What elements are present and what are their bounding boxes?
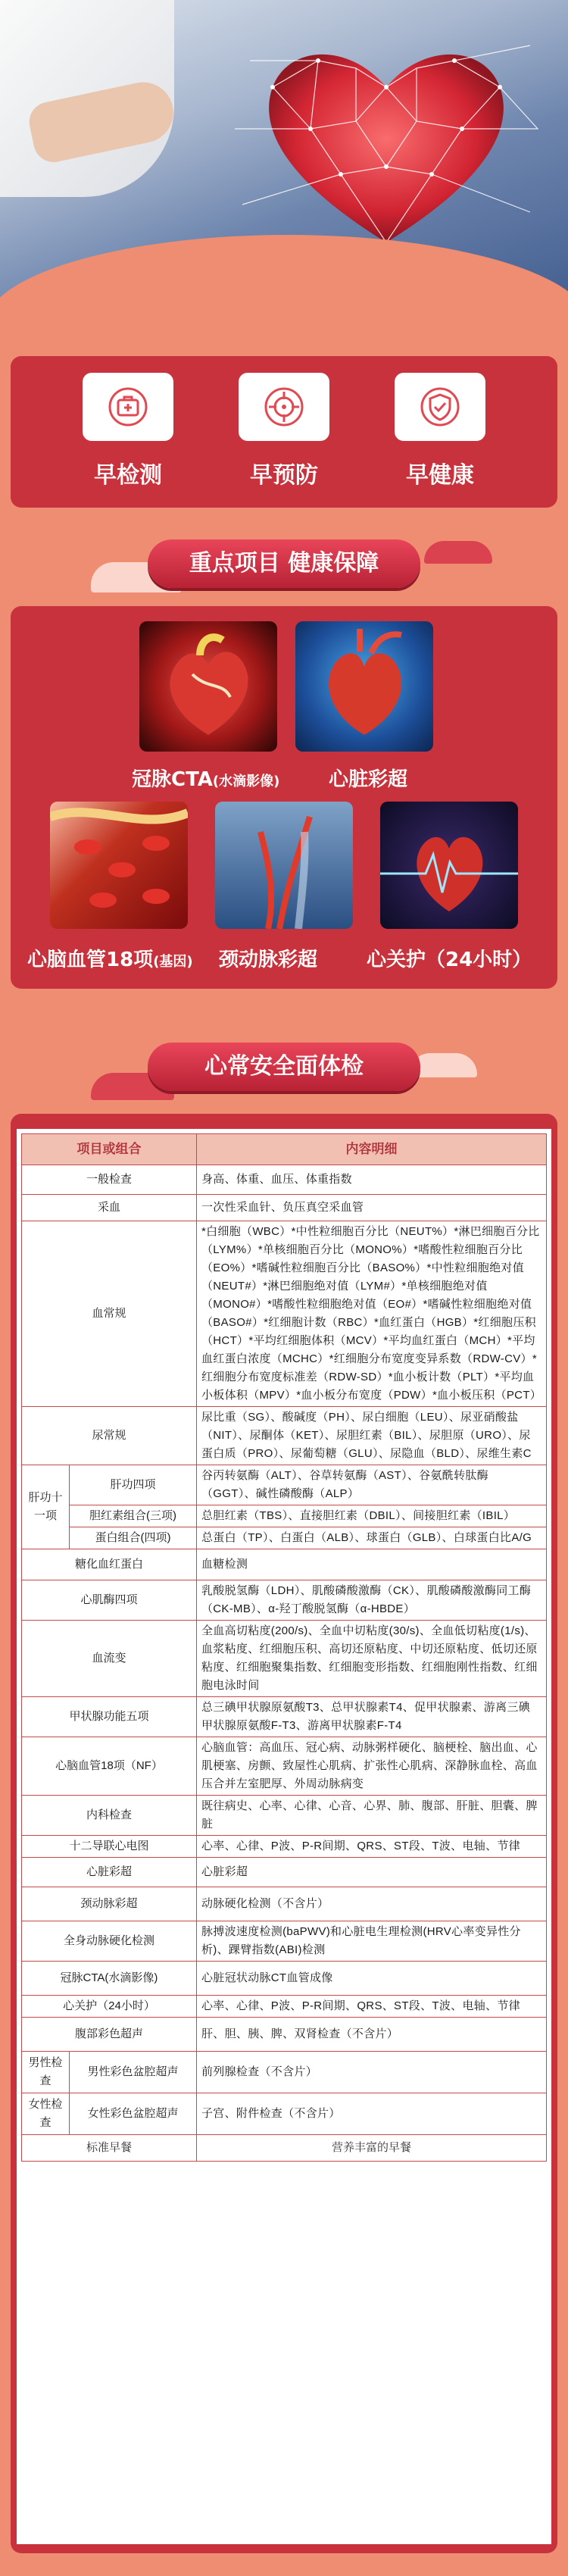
table-row [22, 1549, 547, 1580]
item-name: 心脑血管18项（NF） [22, 1737, 197, 1796]
feature-early-detect [83, 373, 173, 489]
checkup-table [21, 1133, 547, 2162]
table-row [22, 1221, 547, 1407]
table-row [22, 2135, 547, 2162]
table-row [22, 1796, 547, 1836]
item-detail: 心脑血管：高血压、冠心病、动脉粥样硬化、脑梗栓、脑出血、心肌梗塞、房颤、致屋性心肌病、扩张性心肌病、深静脉血栓、高血压合并左室肥厚、外周动脉病变 [197, 1737, 547, 1796]
project-label-echo: 心脏彩超 [329, 768, 408, 791]
item-name: 胆红素组合(三项) [70, 1505, 197, 1527]
item-detail: 心脏冠状动脉CT血管成像 [197, 1962, 547, 1996]
item-detail: 身高、体重、血压、体重指数 [197, 1165, 547, 1195]
item-detail: 一次性采血针、负压真空采血管 [197, 1195, 547, 1221]
target-icon [239, 373, 329, 441]
hero-banner [0, 0, 568, 326]
item-detail: 总蛋白（TP）、白蛋白（ALB）、球蛋白（GLB）、白球蛋白比A/G [197, 1527, 547, 1549]
project-label-cta [132, 764, 279, 792]
item-detail: 全血高切粘度(200/s)、全血中切粘度(30/s)、全血低切粘度(1/s)、血浆粘度、红细胞压积、高切还原粘度、中切还原粘度、低切还原粘度、红细胞聚集指数、红细胞变形指数、红细胞刚性指数、红细胞电泳时间 [197, 1621, 547, 1697]
table-row [22, 1165, 547, 1195]
item-name: 尿常规 [22, 1407, 197, 1465]
table-row [22, 1737, 547, 1796]
features-panel [11, 356, 557, 508]
project-label-genetic [27, 944, 193, 972]
item-detail: 总胆红素（TBS）、直接胆红素（DBIL）、间接胆红素（IBIL） [197, 1505, 547, 1527]
item-detail: 肝、胆、胰、脾、双肾检查（不含片） [197, 2018, 547, 2052]
group-name: 女性检查 [22, 2093, 70, 2135]
table-row [22, 1407, 547, 1465]
item-name: 男性彩色盆腔超声 [70, 2052, 197, 2093]
feature-early-prevent [239, 373, 329, 489]
table-row [22, 1505, 547, 1527]
table-row [22, 1621, 547, 1697]
item-detail: 营养丰富的早餐 [197, 2135, 547, 2162]
checkup-table-sheet [17, 1129, 551, 2544]
project-title: 心脑血管18项 [27, 949, 154, 971]
key-projects-panel [11, 606, 557, 989]
item-detail: 子宫、附件检查（不含片） [197, 2093, 547, 2135]
table-row [22, 2018, 547, 2052]
item-detail: 既往病史、心率、心律、心音、心界、肺、腹部、肝脏、胆囊、脾脏 [197, 1796, 547, 1836]
item-detail: 血糖检测 [197, 1549, 547, 1580]
project-subtitle: (水滴影像) [212, 774, 280, 789]
blood-vessel-image [50, 802, 188, 929]
item-detail: 心率、心律、P波、P-R间期、QRS、ST段、T波、电轴、节律 [197, 1836, 547, 1858]
item-name: 甲状腺功能五项 [22, 1697, 197, 1737]
item-name: 十二导联心电图 [22, 1836, 197, 1858]
item-name: 全身动脉硬化检测 [22, 1921, 197, 1962]
item-detail: 心率、心律、P波、P-R间期、QRS、ST段、T波、电轴、节律 [197, 1996, 547, 2018]
carotid-ultrasound-image [215, 802, 353, 929]
item-name: 糖化血红蛋白 [22, 1549, 197, 1580]
feature-label: 早预防 [250, 462, 318, 489]
medical-kit-icon [83, 373, 173, 441]
item-name: 蛋白组合(四项) [70, 1527, 197, 1549]
item-name: 血常规 [22, 1221, 197, 1407]
table-row [22, 1195, 547, 1221]
item-name: 心肌酶四项 [22, 1580, 197, 1621]
feature-label: 早健康 [406, 462, 474, 489]
table-row [22, 1921, 547, 1962]
project-title: 冠脉CTA [132, 768, 213, 791]
cloud-decoration [424, 541, 492, 564]
heart-ultrasound-image [295, 621, 433, 752]
column-header: 内容明细 [197, 1134, 547, 1165]
table-row [22, 1836, 547, 1858]
item-name: 冠脉CTA(水滴影像) [22, 1962, 197, 1996]
feature-label: 早检测 [94, 462, 162, 489]
table-row [22, 1580, 547, 1621]
table-row [22, 1697, 547, 1737]
group-name: 男性检查 [22, 2052, 70, 2093]
item-name: 血流变 [22, 1621, 197, 1697]
section-title-key-projects: 重点项目 健康保障 [148, 539, 420, 588]
item-name: 心脏彩超 [22, 1858, 197, 1887]
project-label-carotid: 颈动脉彩超 [219, 949, 318, 971]
checkup-table-panel [11, 1114, 557, 2553]
item-name: 肝功四项 [70, 1465, 197, 1505]
item-name: 心关护（24小时） [22, 1996, 197, 2018]
item-name: 内科检查 [22, 1796, 197, 1836]
item-detail: 心脏彩超 [197, 1858, 547, 1887]
shield-check-icon [395, 373, 485, 441]
polygon-heart-illustration [227, 15, 545, 265]
item-detail: 尿比重（SG）、酸碱度（PH）、尿白细胞（LEU）、尿亚硝酸盐（NIT）、尿酮体（KET）、尿胆红素（BIL）、尿胆原（URO）、尿蛋白质（PRO）、尿葡萄糖（GLU）、尿隐血（BLD）、尿维生素C [197, 1407, 547, 1465]
item-detail: 谷丙转氨酶（ALT）、谷草转氨酶（AST）、谷氨酰转肽酶（GGT）、碱性磷酸酶（ALP） [197, 1465, 547, 1505]
item-detail: 前列腺检查（不含片） [197, 2052, 547, 2093]
group-name: 肝功十一项 [22, 1465, 70, 1549]
heart-monitor-image [380, 802, 518, 929]
heart-anatomy-image [139, 621, 277, 752]
item-detail: *白细胞（WBC）*中性粒细胞百分比（NEUT%）*淋巴细胞百分比（LYM%）*单核细胞百分比（MONO%）*嗜酸性粒细胞百分比（EO%）*嗜碱性粒细胞百分比（BASO%）*中性粒细胞绝对值（NEUT#）*淋巴细胞绝对值（LYM#）*单核细胞绝对值（MONO#）*嗜酸性粒细胞绝对值（EO#）*嗜碱性粒细胞绝对值（BASO#）*红细胞计数（RBC）*血红蛋白（HGB）*红细胞压积（HCT）*平均红细胞体积（MCV）*平均血红蛋白（MCH）*平均血红蛋白浓度（MCHC）*红细胞分布宽度变异系数（RDW-CV）*红细胞分布宽度标准差（RDW-SD）*血小板计数（PLT）*平均血小板体积（MPV）*血小板分布宽度（PDW）*血小板压积（PCT） [197, 1221, 547, 1407]
table-row [22, 1887, 547, 1921]
item-name: 采血 [22, 1195, 197, 1221]
project-label-monitor: 心关护（24小时） [367, 949, 532, 971]
table-row [22, 2052, 547, 2093]
item-detail: 乳酸脱氢酶（LDH）、肌酸磷酸激酶（CK）、肌酸磷酸激酶同工酶（CK-MB）、α-羟丁酸脱氢酶（α-HBDE） [197, 1580, 547, 1621]
item-name: 腹部彩色超声 [22, 2018, 197, 2052]
item-name: 女性彩色盆腔超声 [70, 2093, 197, 2135]
section-title-checkup: 心常安全面体检 [148, 1043, 420, 1091]
item-name: 标准早餐 [22, 2135, 197, 2162]
item-name: 一般检查 [22, 1165, 197, 1195]
table-row [22, 1996, 547, 2018]
table-row [22, 1858, 547, 1887]
item-detail: 总三碘甲状腺原氨酸T3、总甲状腺素T4、促甲状腺素、游离三碘甲状腺原氨酸F-T3、游离甲状腺素F-T4 [197, 1697, 547, 1737]
item-detail: 脉搏波速度检测(baPWV)和心脏电生理检测(HRV心率变异性分析)、踝臂指数(ABI)检测 [197, 1921, 547, 1962]
feature-early-health [395, 373, 485, 489]
column-header: 项目或组合 [22, 1134, 197, 1165]
table-row [22, 1527, 547, 1549]
project-subtitle: (基因) [153, 954, 193, 970]
table-header-row [22, 1134, 547, 1165]
table-row [22, 1962, 547, 1996]
item-detail: 动脉硬化检测（不含片） [197, 1887, 547, 1921]
item-name: 颈动脉彩超 [22, 1887, 197, 1921]
table-row [22, 1465, 547, 1505]
table-row [22, 2093, 547, 2135]
